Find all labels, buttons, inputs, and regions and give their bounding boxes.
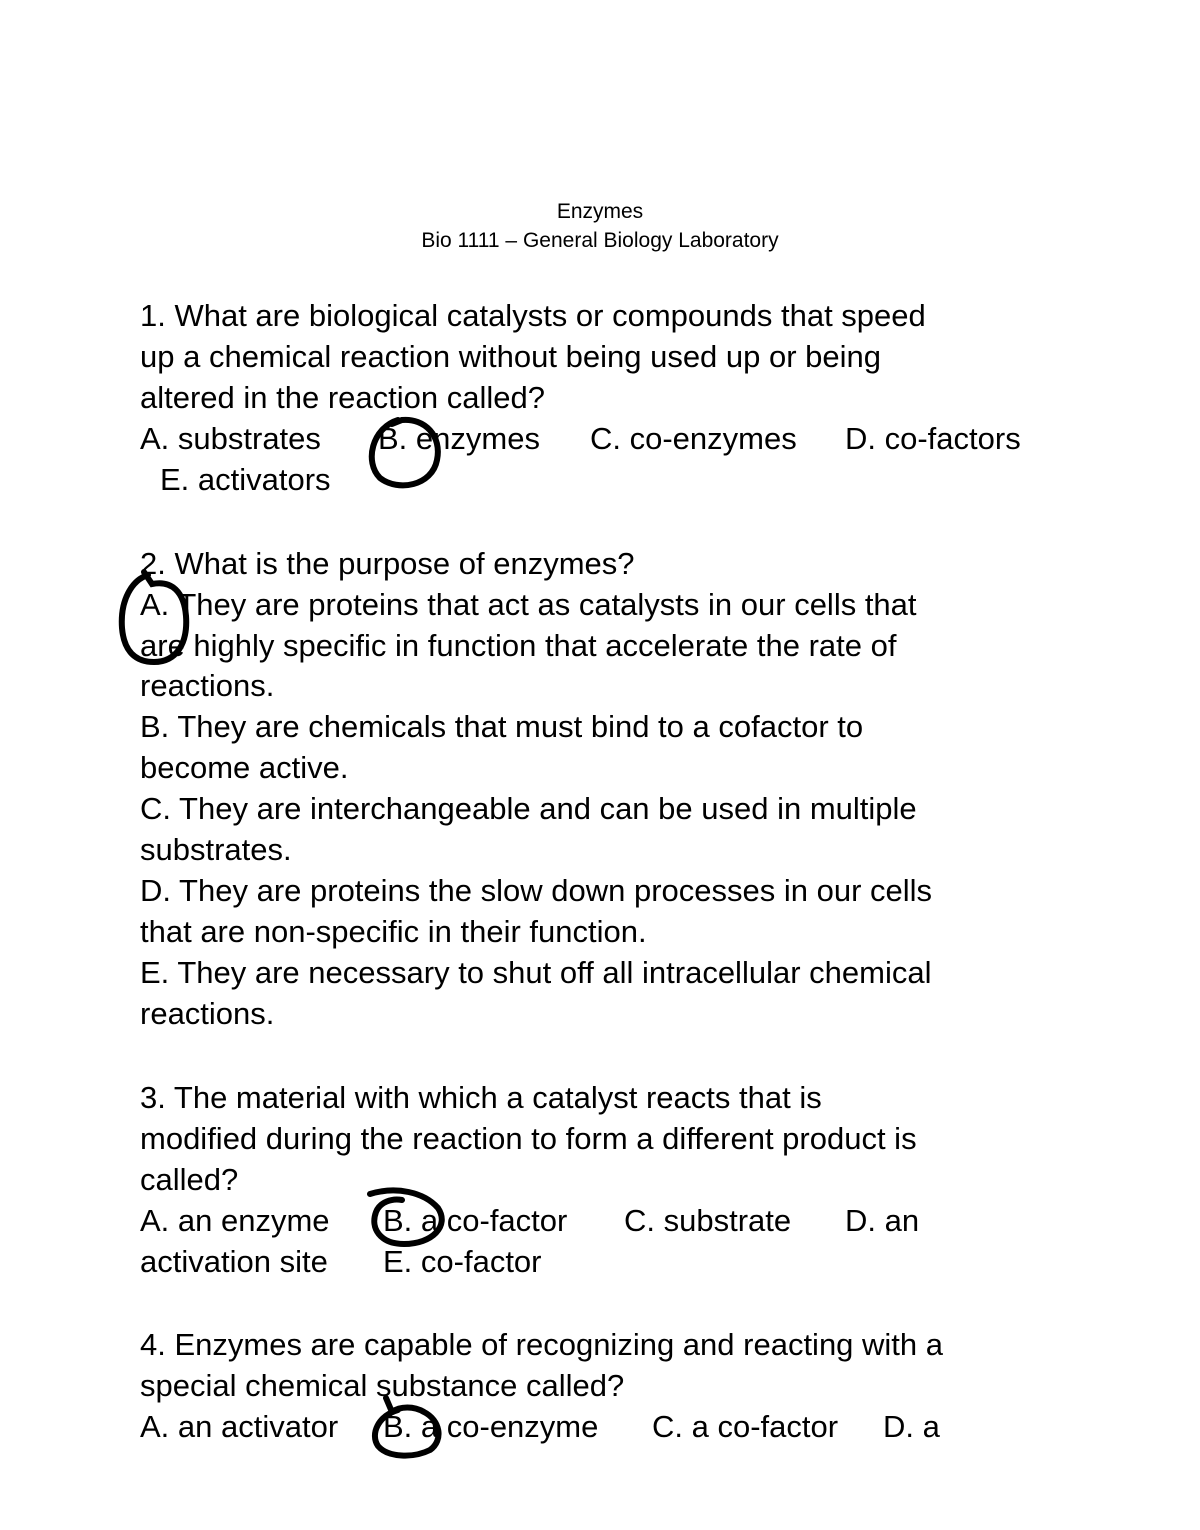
question-1-stem-line: 1. What are biological catalysts or compounds that speed — [140, 298, 926, 333]
question-4-option-b: B. a co-enzyme — [383, 1409, 599, 1444]
question-4-stem-line: special chemical substance called? — [140, 1368, 625, 1403]
question-2-option-line: become active. — [140, 750, 349, 785]
question-2-option-line: D. They are proteins the slow down processes in our cells — [140, 873, 933, 908]
question-2-option-line: reactions. — [140, 996, 275, 1031]
question-2-option-line: are highly specific in function that accelerate the rate of — [140, 628, 897, 663]
question-3-option-d: D. an — [845, 1203, 920, 1238]
question-3-option-d-continued: activation site — [140, 1244, 328, 1279]
question-4-stem-line: 4. Enzymes are capable of recognizing and reacting with a — [140, 1327, 944, 1362]
question-4-option-a: A. an activator — [140, 1409, 339, 1444]
question-1-option-c: C. co-enzymes — [590, 421, 797, 456]
question-1-option-d: D. co-factors — [845, 421, 1021, 456]
question-1-stem-line: altered in the reaction called? — [140, 380, 545, 415]
question-3-option-e: E. co-factor — [383, 1244, 542, 1279]
question-2-option-line: that are non-specific in their function. — [140, 914, 647, 949]
question-1-option-b: B. enzymes — [378, 421, 540, 456]
question-3-stem-line: modified during the reaction to form a different product is — [140, 1121, 917, 1156]
question-3-stem-line: called? — [140, 1162, 239, 1197]
question-1-option-a: A. substrates — [140, 421, 321, 456]
question-2-stem-line: 2. What is the purpose of enzymes? — [140, 546, 635, 581]
question-2-option-line: reactions. — [140, 668, 275, 703]
question-3-stem-line: 3. The material with which a catalyst reacts that is — [140, 1080, 822, 1115]
question-3-option-b: B. a co-factor — [383, 1203, 568, 1238]
question-3-option-c: C. substrate — [624, 1203, 792, 1238]
document-title: Enzymes — [556, 200, 644, 223]
question-2-option-line: C. They are interchangeable and can be used in multiple — [140, 791, 917, 826]
question-1-option-e: E. activators — [160, 462, 331, 497]
question-4-option-d: D. a — [883, 1409, 940, 1444]
question-3-option-a: A. an enzyme — [140, 1203, 330, 1238]
question-2-option-line: E. They are necessary to shut off all intracellular chemical — [140, 955, 932, 990]
question-2-option-line: substrates. — [140, 832, 292, 867]
document-subtitle: Bio 1111 – General Biology Laboratory — [421, 229, 779, 252]
question-1-stem-line: up a chemical reaction without being used up or being — [140, 339, 882, 374]
question-4-option-c: C. a co-factor — [652, 1409, 839, 1444]
question-2-option-line: B. They are chemicals that must bind to a cofactor to — [140, 709, 864, 744]
question-2-option-line: A. They are proteins that act as catalysts in our cells that — [140, 587, 917, 622]
